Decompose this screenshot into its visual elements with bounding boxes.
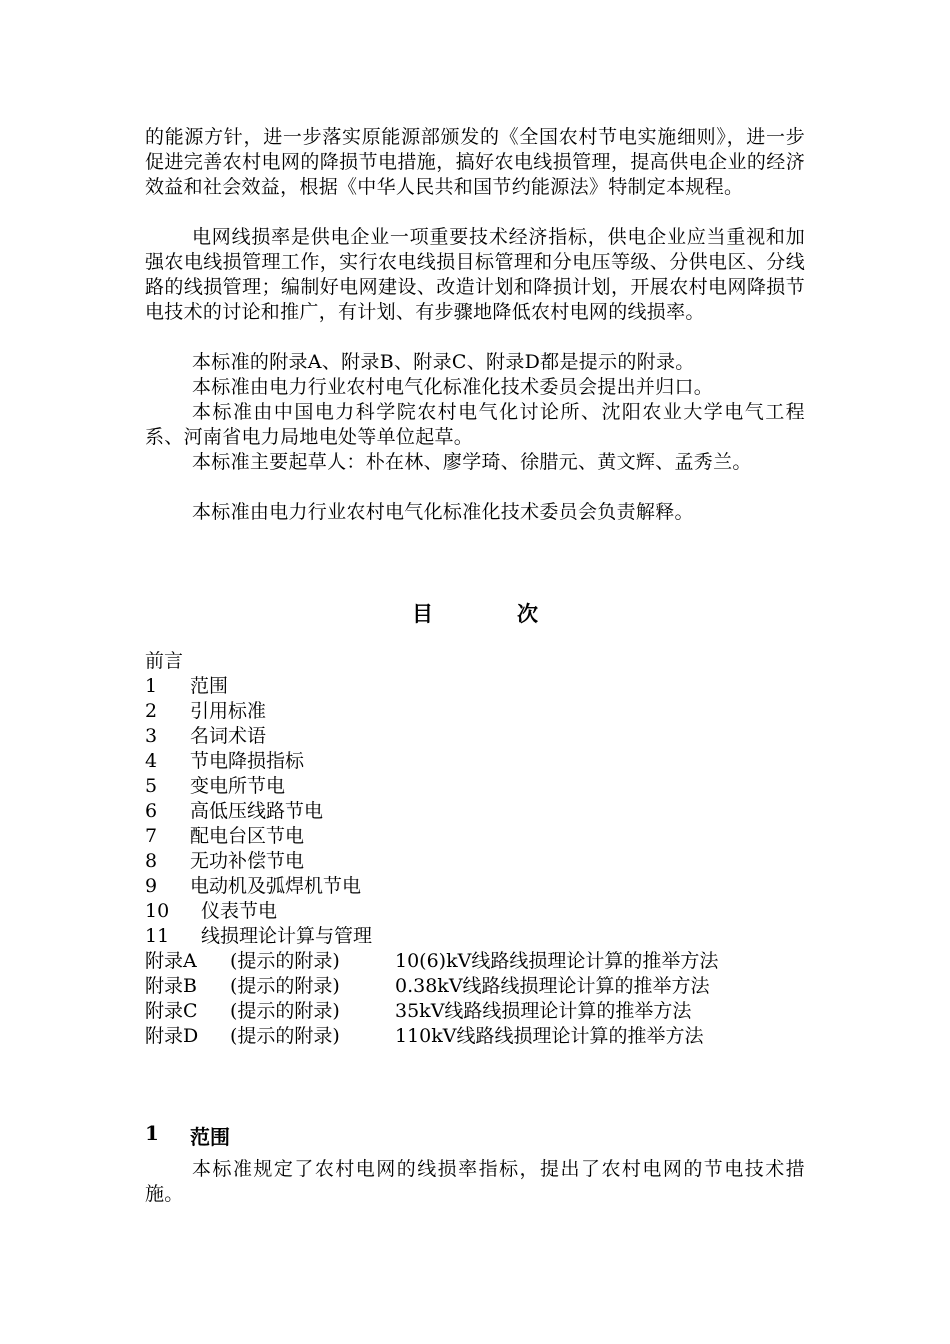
toc-item[interactable] (145, 724, 718, 749)
intro-paragraph-4: 本标准由电力行业农村电气化标准化技术委员会提出并归口。 (192, 376, 714, 398)
section-title: 范围 (190, 1125, 230, 1149)
appendix-label: 附录A (145, 950, 197, 972)
appendix-title: 110kV线路线损理论计算的推举方法 (395, 1025, 704, 1047)
toc-item-number: 8 (145, 850, 158, 872)
toc-appendix[interactable] (145, 949, 718, 974)
toc-appendix[interactable] (145, 999, 718, 1024)
appendix-title: 0.38kV线路线损理论计算的推举方法 (395, 975, 710, 997)
intro-paragraph-5: 本标准由中国电力科学院农村电气化讨论所、沈阳农业大学电气工程系、河南省电力局地电处等单位起草。 (145, 401, 805, 448)
toc-item[interactable] (145, 849, 718, 874)
intro-paragraph-3: 本标准的附录A、附录B、附录C、附录D都是提示的附录。 (192, 351, 695, 373)
section-body: 本标准规定了农村电网的线损率指标，提出了农村电网的节电技术措施。 (145, 1158, 805, 1205)
toc-item-label: 范围 (190, 675, 229, 697)
toc-item-number: 10 (145, 900, 170, 922)
toc-item-number: 4 (145, 750, 158, 772)
toc-item-number: 2 (145, 700, 158, 722)
intro-paragraph-1: 的能源方针，进一步落实原能源部颁发的《全国农村节电实施细则》，进一步促进完善农村电网的降损节电措施，搞好农电线损管理，提高供电企业的经济效益和社会效益，根据《中华人民共和国节约能源法》特制定本规程。 (145, 126, 805, 198)
toc-item-label: 变电所节电 (190, 775, 286, 797)
toc-item-label: 仪表节电 (201, 900, 278, 922)
toc-item-number: 5 (145, 775, 158, 797)
appendix-label: 附录C (145, 1000, 198, 1022)
toc-item-preface[interactable] (145, 649, 718, 674)
toc-title: 目次 (412, 601, 622, 626)
toc-item[interactable] (145, 799, 718, 824)
toc-item[interactable] (145, 824, 718, 849)
appendix-title: 10(6)kV线路线损理论计算的推举方法 (395, 950, 719, 972)
table-of-contents (145, 649, 718, 1049)
toc-item[interactable] (145, 749, 718, 774)
toc-item-label: 高低压线路节电 (190, 800, 324, 822)
appendix-title: 35kV线路线损理论计算的推举方法 (395, 1000, 692, 1022)
toc-item-label: 无功补偿节电 (190, 850, 305, 872)
toc-item-label: 名词术语 (190, 725, 267, 747)
intro-paragraph-7: 本标准由电力行业农村电气化标准化技术委员会负责解释。 (192, 501, 694, 523)
toc-item[interactable] (145, 674, 718, 699)
toc-item[interactable] (145, 924, 718, 949)
toc-item-label: 节电降损指标 (190, 750, 305, 772)
appendix-note: (提示的附录) (230, 975, 340, 997)
appendix-note: (提示的附录) (230, 1000, 340, 1022)
intro-paragraph-2: 电网线损率是供电企业一项重要技术经济指标，供电企业应当重视和加强农电线损管理工作，实行农电线损目标管理和分电压等级、分供电区、分线路的线损管理；编制好电网建设、改造计划和降损计划，开展农村电网降损节电技术的讨论和推广，有计划、有步骤地降低农村电网的线损率。 (145, 226, 805, 323)
section-number: 1 (145, 1121, 159, 1145)
appendix-note: (提示的附录) (230, 1025, 340, 1047)
toc-item-label: 电动机及弧焊机节电 (190, 875, 362, 897)
appendix-note: (提示的附录) (230, 950, 340, 972)
toc-item[interactable] (145, 899, 718, 924)
toc-item-label: 线损理论计算与管理 (201, 925, 373, 947)
toc-item[interactable] (145, 774, 718, 799)
toc-item-number: 1 (145, 675, 158, 697)
toc-item-number: 7 (145, 825, 158, 847)
intro-paragraph-6: 本标准主要起草人：朴在林、廖学琦、徐腊元、黄文辉、孟秀兰。 (192, 451, 752, 473)
toc-appendix[interactable] (145, 1024, 718, 1049)
toc-item-label: 引用标准 (190, 700, 267, 722)
toc-item[interactable] (145, 874, 718, 899)
toc-item-number: 9 (145, 875, 158, 897)
toc-item[interactable] (145, 699, 718, 724)
appendix-label: 附录D (145, 1025, 199, 1047)
toc-item-number: 3 (145, 725, 158, 747)
appendix-label: 附录B (145, 975, 197, 997)
toc-item-label: 配电台区节电 (190, 825, 305, 847)
section-heading (145, 1121, 230, 1150)
toc-item-label: 前言 (145, 650, 184, 672)
toc-item-number: 6 (145, 800, 158, 822)
toc-appendix[interactable] (145, 974, 718, 999)
toc-item-number: 11 (145, 925, 170, 947)
